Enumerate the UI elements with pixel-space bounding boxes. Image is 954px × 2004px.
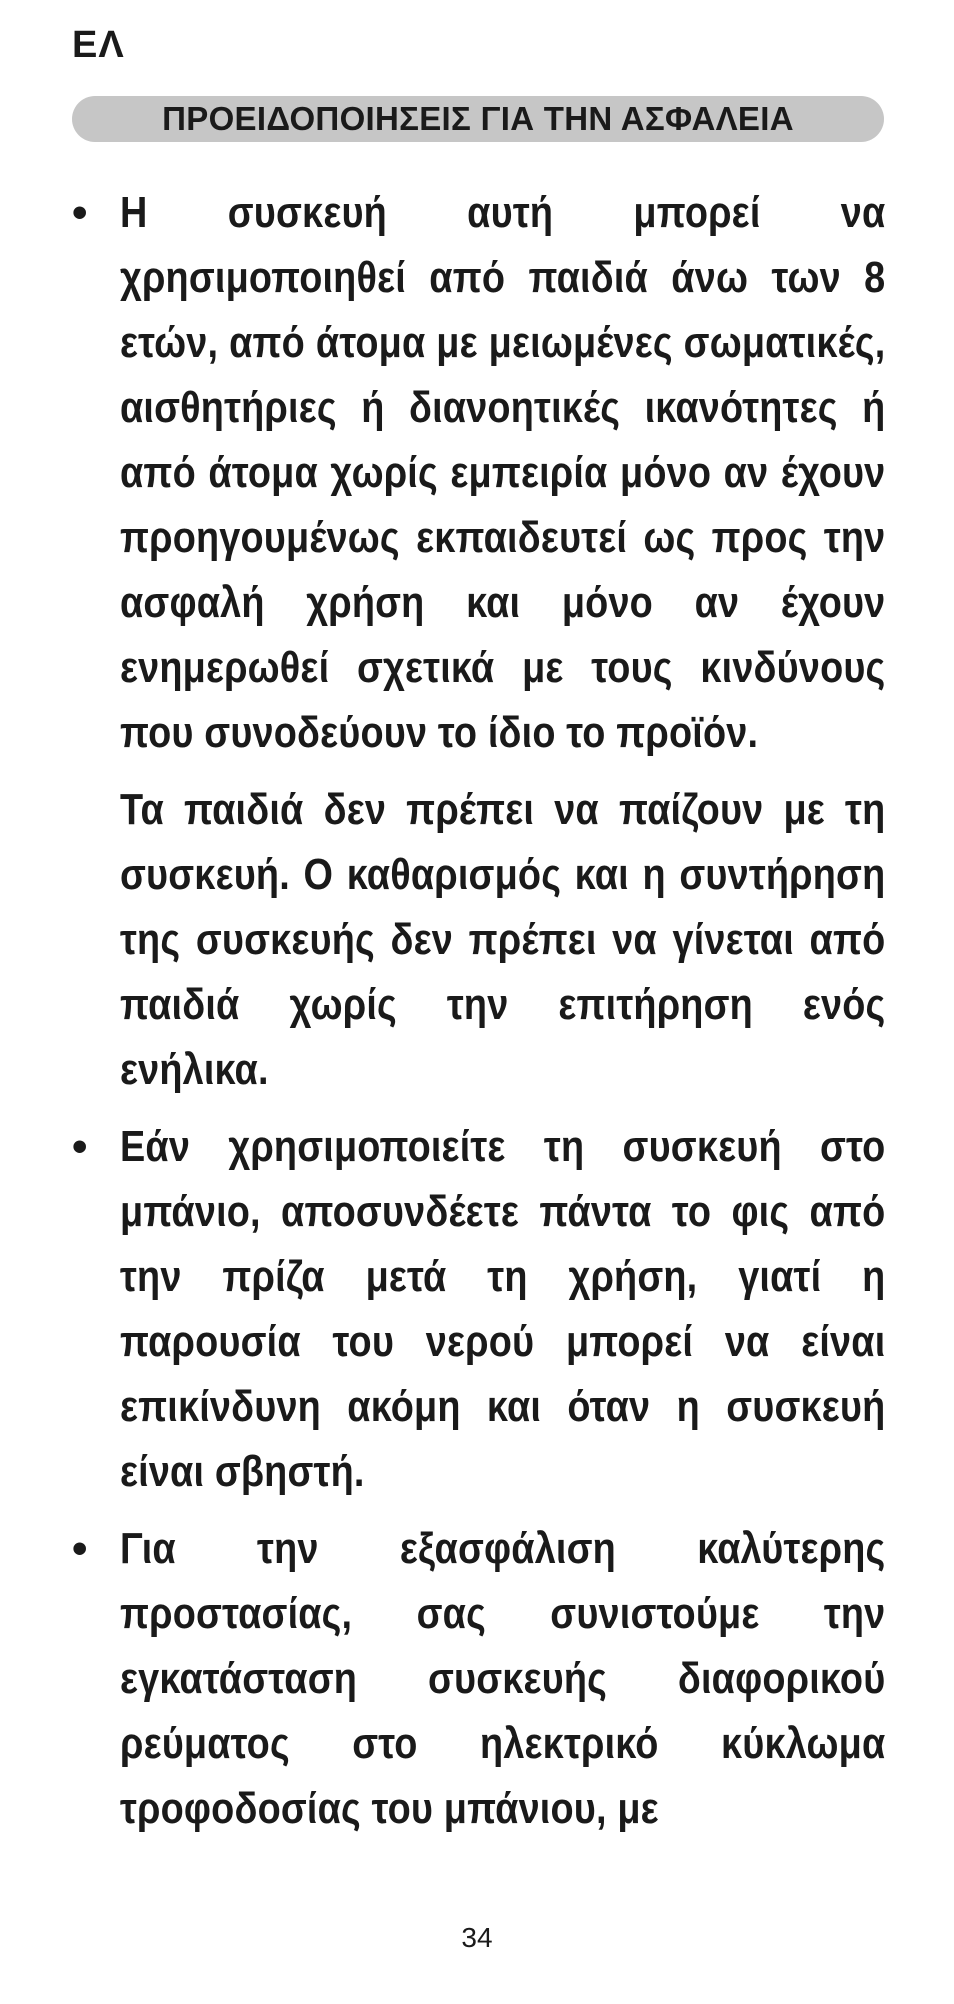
warnings-list [72,180,884,1853]
warning-paragraph: Τα παιδιά δεν πρέπει να παίζουν με τη συσκευή. Ο καθαρισμός και η συντήρηση της συσκευής δεν πρέπει να γίνεται από παιδιά χωρίς την επιτήρηση ενός ενήλικα. [120,785,886,1094]
bullet-icon: • [72,1122,88,1171]
section-title-banner [72,96,884,142]
language-code: ΕΛ [72,24,125,66]
warning-paragraph: Η συσκευή αυτή μπορεί να χρησιμοποιηθεί από παιδιά άνω των 8 ετών, από άτομα με μειωμένες σωματικές, αισθητήριες ή διανοητικές ικανότητες ή από άτομα χωρίς εμπειρία μόνο αν έχουν προηγουμένως εκπαιδευτεί ως προς την ασφαλή χρήση και μόνο αν έχουν ενημερωθεί σχετικά με τους κινδύνους που συνοδεύουν το ίδιο το προϊόν. [120,188,886,757]
page-number: 34 [461,1922,493,1953]
warning-item-3 [72,1516,884,1841]
warning-item-1 [72,180,884,1102]
warning-item-2 [72,1114,884,1504]
section-title: ΠΡΟΕΙΔΟΠΟΙΗΣΕΙΣ ΓΙΑ ΤΗΝ ΑΣΦΑΛΕΙΑ [162,100,794,137]
warning-paragraph: Εάν χρησιμοποιείτε τη συσκευή στο μπάνιο, αποσυνδέετε πάντα το φις από την πρίζα μετά τη χρήση, γιατί η παρουσία του νερού μπορεί να είναι επικίνδυνη ακόμη και όταν η συσκευή είναι σβηστή. [120,1122,886,1496]
warning-paragraph: Για την εξασφάλιση καλύτερης προστασίας, σας συνιστούμε την εγκατάσταση συσκευής διαφορικού ρεύματος στο ηλεκτρικό κύκλωμα τροφοδοσίας του μπάνιου, με [120,1524,886,1833]
bullet-icon: • [72,1524,88,1573]
bullet-icon: • [72,188,88,237]
